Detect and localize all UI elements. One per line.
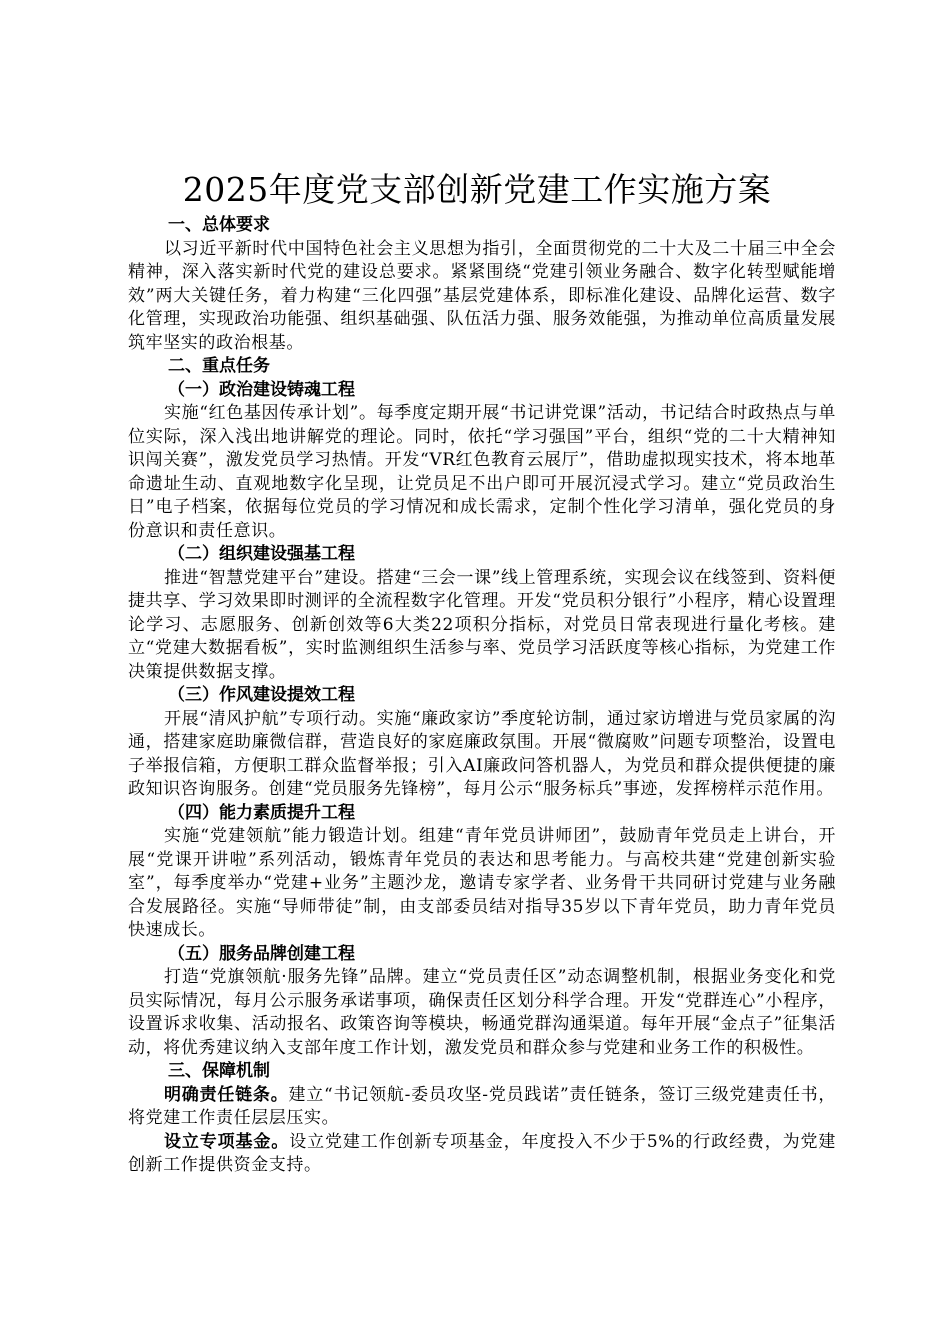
section-heading-tasks: 二、重点任务 <box>168 356 270 376</box>
section-heading-general: 一、总体要求 <box>168 215 270 235</box>
subsection-heading-organization: （二）组织建设强基工程 <box>168 544 355 564</box>
subsection-body-service: 打造“党旗领航·服务先锋”品牌。建立“党员责任区”动态调整机制，根据业务变化和党员实际情况，每月公示服务承诺事项，确保责任区划分科学合理。开发“党群连心”小程序，设置诉求收集、活动报名、政策咨询等模块，畅通党群沟通渠道。每年开展“金点子”征集活动，将优秀建议纳入支部年度工作计划，激发党员和群众参与党建和业务工作的积极性。 <box>128 967 836 1058</box>
subsection-heading-service: （五）服务品牌创建工程 <box>168 943 355 964</box>
safeguard-paragraph-responsibility <box>128 1084 836 1131</box>
subsection-heading-political: （一）政治建设铸魂工程 <box>168 379 355 400</box>
safeguard-lead-fund: 设立专项基金。 <box>164 1131 290 1152</box>
safeguard-lead-responsibility: 明确责任链条。 <box>164 1084 289 1105</box>
subsection-heading-conduct: （三）作风建设提效工程 <box>168 685 355 705</box>
section-heading-safeguards: 三、保障机制 <box>168 1061 270 1081</box>
section-body-general: 以习近平新时代中国特色社会主义思想为指引，全面贯彻党的二十大及二十届三中全会精神，深入落实新时代党的建设总要求。紧紧围绕“党建引领业务融合、数字化转型赋能增效”两大关键任务，着力构建“三化四强”基层党建体系，即标准化建设、品牌化运营、数字化管理，实现政治功能强、组织基础强、队伍活力强、服务效能强，为推动单位高质量发展筑牢坚实的政治根基。 <box>128 238 836 353</box>
safeguard-paragraph-fund <box>128 1131 836 1178</box>
safeguard-body-responsibility: 建立“书记领航-委员攻坚-党员践诺”责任链条，签订三级党建责任书，将党建工作责任层层压实。 <box>128 1084 836 1128</box>
subsection-heading-capability: （四）能力素质提升工程 <box>168 802 355 823</box>
safeguard-body-fund: 设立党建工作创新专项基金，年度投入不少于5%的行政经费，为党建创新工作提供资金支持。 <box>128 1131 836 1175</box>
subsection-body-political: 实施“红色基因传承计划”。每季度定期开展“书记讲党课”活动，书记结合时政热点与单位实际，深入浅出地讲解党的理论。同时，依托“学习强国”平台，组织“党的二十大精神知识闯关赛”，激发党员学习热情。开发“VR红色教育云展厅”，借助虚拟现实技术，将本地革命遗址生动、直观地数字化呈现，让党员足不出户即可开展沉浸式学习。建立“党员政治生日”电子档案，依据每位党员的学习情况和成长需求，定制个性化学习清单，强化党员的身份意识和责任意识。 <box>128 403 836 541</box>
subsection-body-capability: 实施“党建领航”能力锻造计划。组建“青年党员讲师团”，鼓励青年党员走上讲台，开展“党课开讲啦”系列活动，锻炼青年党员的表达和思考能力。与高校共建“党建创新实验室”，每季度举办“党建+业务”主题沙龙，邀请专家学者、业务骨干共同研讨党建与业务融合发展路径。实施“导师带徒”制，由支部委员结对指导35岁以下青年党员，助力青年党员快速成长。 <box>128 826 836 940</box>
subsection-body-organization: 推进“智慧党建平台”建设。搭建“三会一课”线上管理系统，实现会议在线签到、资料便捷共享、学习效果即时测评的全流程数字化管理。开发“党员积分银行”小程序，精心设置理论学习、志愿服务、创新创效等6大类22项积分指标，对党员日常表现进行量化考核。建立“党建大数据看板”，实时监测组织生活参与率、党员学习活跃度等核心指标，为党建工作决策提供数据支撑。 <box>128 567 836 682</box>
subsection-body-conduct: 开展“清风护航”专项行动。实施“廉政家访”季度轮访制，通过家访增进与党员家属的沟通，搭建家庭助廉微信群，营造良好的家庭廉政氛围。开展“微腐败”问题专项整治，设置电子举报信箱，方便职工群众监督举报；引入AI廉政问答机器人，为党员和群众提供便捷的廉政知识咨询服务。创建“党员服务先锋榜”，每月公示“服务标兵”事迹，发挥榜样示范作用。 <box>128 708 836 799</box>
document-title: 2025年度党支部创新党建工作实施方案 <box>182 170 772 209</box>
document-page <box>128 168 836 1178</box>
